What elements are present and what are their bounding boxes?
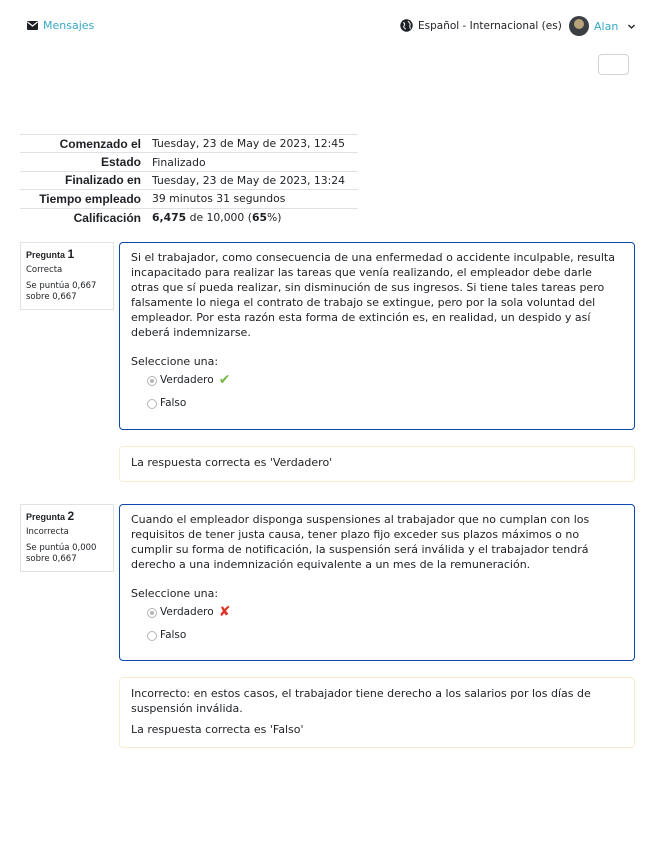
summary-label: Tiempo empleado [39,191,141,206]
question-prefix: Pregunta [26,250,66,260]
language-label: Español - Internacional (es) [418,19,562,32]
question-state: Incorrecta [26,527,69,537]
answer-prompt: Seleccione una: [131,587,219,600]
general-feedback: Incorrecto: en estos casos, el trabajador tiene derecho a los salarios por los días de suspensión inválida. [131,687,591,715]
question-text: Si el trabajador, como consecuencia de una enfermedad o accidente inculpable, resulta incapacitado para realizar las tareas que venía realizando, el empleador debe darle otras que sí pueda realizar, sin disminución de sus ingresos. Si tiene tales tareas pero falsamente lo niega el contrato de trabajo se extingue, pero por la sola voluntad del empleador. Por esta razón esta forma de extinción es, en realidad, un despido y así deberá indemnizarse. [131,251,615,339]
blocks-toggle-button[interactable] [598,54,629,75]
question-1-info [20,242,114,310]
summary-row-finished [20,171,358,189]
option-label: Falso [160,397,187,409]
question-number-value: 1 [67,247,75,261]
option-label: Verdadero [160,606,214,618]
globe-icon [400,19,413,32]
question-text: Cuando el empleador disponga suspensiones al trabajador que no cumplan con los requisitos de tener justa causa, tener plazo fijo exceder sus plazos máximos o no cumplir su forma de notificación, la suspensión será inválida y el trabajador tendrá derecho a una indemnización equivalente a un mes de la remuneración. [131,513,590,571]
question-prefix: Pregunta [26,512,66,522]
attempt-summary-table [20,134,358,226]
cross-icon: ✘ [218,604,231,620]
grade-of: de 10,000 ( [189,211,252,224]
radio-button[interactable] [147,631,157,641]
grade-percent-suffix: %) [266,211,282,224]
summary-value: 39 minutos 31 segundos [152,192,286,206]
radio-button[interactable] [147,376,157,386]
question-number [26,511,108,523]
summary-row-state [20,153,358,171]
right-answer: La respuesta correcta es 'Verdadero' [131,456,333,469]
summary-label: Estado [100,155,141,170]
chevron-down-icon [627,22,636,31]
language-selector[interactable] [400,19,562,32]
radio-button[interactable] [147,399,157,409]
messages-label: Mensajes [43,19,95,32]
right-answer: La respuesta correcta es 'Falso' [131,723,304,736]
envelope-icon [27,21,38,30]
question-2-info [20,504,114,572]
grade-percent: 65 [251,211,267,224]
summary-label: Calificación [73,210,141,225]
user-menu[interactable] [569,16,636,36]
top-navbar [0,0,655,50]
question-1-feedback [119,446,635,482]
grade-points: 6,475 [152,211,187,224]
summary-value: Tuesday, 23 de May de 2023, 13:24 [152,173,346,187]
question-2-feedback [119,677,635,748]
option-label: Verdadero [160,374,214,386]
question-grade: Se puntúa 0,667 sobre 0,667 [26,281,97,302]
answer-option-true[interactable] [147,369,623,392]
answer-option-true[interactable] [147,601,623,624]
summary-label: Comenzado el [59,136,141,151]
question-number [26,249,108,261]
summary-row-started [20,135,358,153]
question-2-formulation [119,504,635,661]
answer-prompt: Seleccione una: [131,355,219,368]
summary-row-time-taken [20,190,358,208]
summary-grade-value [148,208,358,226]
user-name: Alan [594,19,619,33]
radio-button[interactable] [147,608,157,618]
answer-option-false[interactable] [147,392,623,415]
summary-value: Tuesday, 23 de May de 2023, 12:45 [152,137,346,151]
summary-label: Finalizado en [64,173,141,188]
avatar [569,16,589,36]
messages-link[interactable] [27,19,94,32]
question-1-formulation [119,242,635,430]
question-number-value: 2 [67,509,75,523]
option-label: Falso [160,629,187,641]
summary-row-grade [20,208,358,226]
question-state: Correcta [26,265,63,275]
checkmark-icon: ✔ [218,372,231,388]
summary-value: Finalizado [152,155,206,169]
question-grade: Se puntúa 0,000 sobre 0,667 [26,543,97,564]
answer-option-false[interactable] [147,624,623,647]
